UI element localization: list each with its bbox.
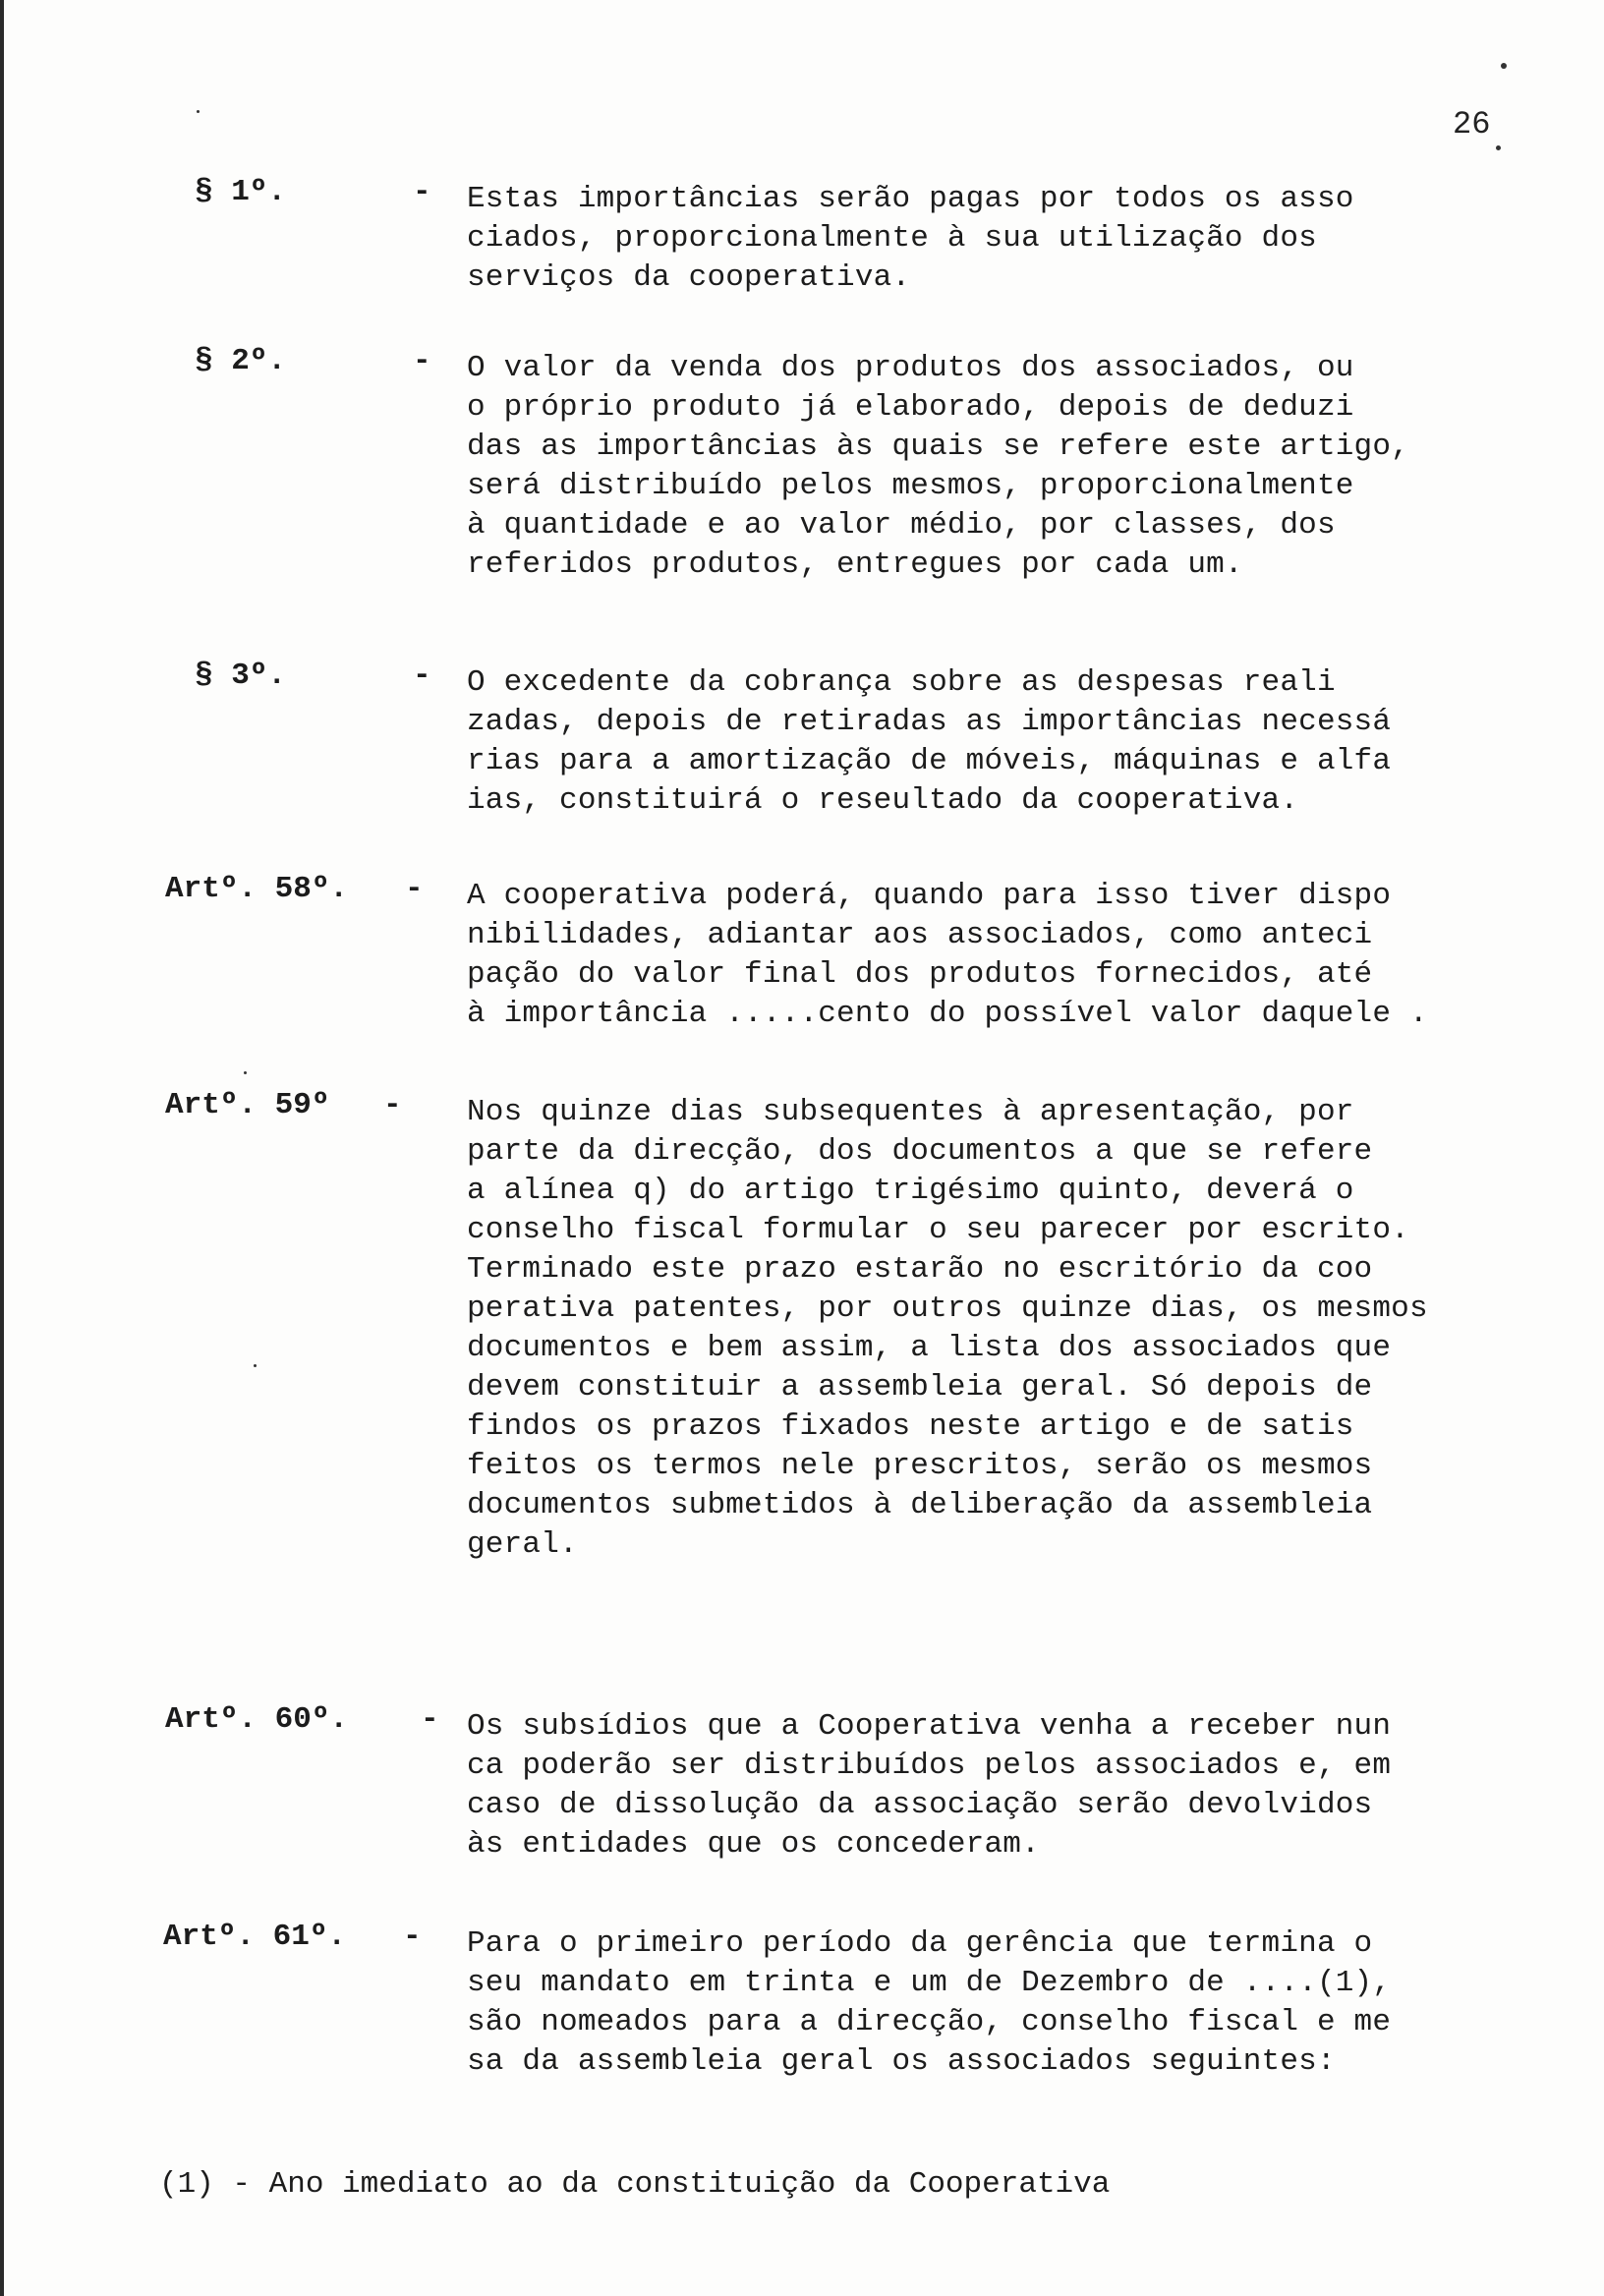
text-line: feitos os termos nele prescritos, serão os mesmos <box>467 1449 1373 1483</box>
page-number: 26 <box>1453 106 1491 143</box>
entry-label: § 2º. <box>195 344 287 378</box>
text-line: pação do valor final dos produtos fornecidos, até <box>467 957 1373 992</box>
entry-dash: - <box>383 1088 402 1122</box>
entry-body <box>467 1088 1479 1570</box>
entry-body <box>467 1702 1479 1869</box>
footnote: (1) - Ano imediato ao da constituição da Cooperativa <box>159 2167 1111 2202</box>
text-line: sa da assembleia geral os associados seguintes: <box>467 2044 1336 2079</box>
entry-dash: - <box>413 659 431 693</box>
scan-left-edge <box>0 0 4 2296</box>
scan-speck <box>1496 145 1501 150</box>
text-line: à importância .....cento do possível valor daquele . <box>467 997 1428 1031</box>
text-line: nibilidades, adiantar aos associados, como anteci <box>467 918 1373 952</box>
scan-speck <box>1501 63 1507 69</box>
text-line: serviços da cooperativa. <box>467 260 911 295</box>
scan-speck <box>244 1071 247 1074</box>
entry-dash: - <box>405 872 424 906</box>
text-line: geral. <box>467 1527 578 1562</box>
text-line: ca poderão ser distribuídos pelos associados e, em <box>467 1749 1392 1783</box>
entry-body <box>467 175 1479 303</box>
text-line: ias, constituirá o reseultado da cooperativa. <box>467 783 1299 818</box>
entry-label: Artº. 60º. <box>165 1702 349 1737</box>
text-line: caso de dissolução da associação serão devolvidos <box>467 1788 1373 1822</box>
text-line: parte da direcção, dos documentos a que se refere <box>467 1134 1373 1169</box>
entry-dash: - <box>413 344 431 378</box>
text-line: Terminado este prazo estarão no escritório da coo <box>467 1252 1373 1287</box>
text-line: à quantidade e ao valor médio, por classes, dos <box>467 508 1336 543</box>
text-line: ciados, proporcionalmente à sua utilização dos <box>467 221 1317 256</box>
text-line: seu mandato em trinta e um de Dezembro de ....(1), <box>467 1966 1392 2000</box>
entry-label: Artº. 61º. <box>163 1920 347 1954</box>
text-line: conselho fiscal formular o seu parecer por escrito. <box>467 1213 1409 1247</box>
scan-speck <box>254 1364 257 1367</box>
entry-body <box>467 872 1479 1039</box>
text-line: zadas, depois de retiradas as importâncias necessá <box>467 705 1392 739</box>
entry-body <box>467 659 1479 826</box>
text-line: será distribuído pelos mesmos, proporcionalmente <box>467 469 1354 503</box>
entry-body <box>467 344 1479 590</box>
entry-dash: - <box>413 175 431 209</box>
text-line: perativa patentes, por outros quinze dias, os mesmos <box>467 1292 1428 1326</box>
entry-dash: - <box>403 1920 422 1954</box>
entry-label: § 3º. <box>195 659 287 693</box>
text-line: a alínea q) do artigo trigésimo quinto, deverá o <box>467 1174 1354 1208</box>
text-line: o próprio produto já elaborado, depois de deduzi <box>467 390 1354 425</box>
text-line: Nos quinze dias subsequentes à apresentação, por <box>467 1095 1354 1129</box>
text-line: às entidades que os concederam. <box>467 1827 1040 1862</box>
text-line: devem constituir a assembleia geral. Só depois de <box>467 1370 1373 1405</box>
text-line: são nomeados para a direcção, conselho fiscal e me <box>467 2005 1392 2039</box>
text-line: O excedente da cobrança sobre as despesas reali <box>467 665 1336 700</box>
text-line: Estas importâncias serão pagas por todos os asso <box>467 182 1354 216</box>
entry-label: Artº. 59º <box>165 1088 330 1122</box>
text-line: Os subsídios que a Cooperativa venha a receber nun <box>467 1709 1392 1744</box>
entry-label: § 1º. <box>195 175 287 209</box>
text-line: O valor da venda dos produtos dos associados, ou <box>467 351 1354 385</box>
text-line: documentos e bem assim, a lista dos associados que <box>467 1331 1392 1365</box>
scan-speck <box>197 110 200 113</box>
text-line: A cooperativa poderá, quando para isso tiver dispo <box>467 879 1392 913</box>
text-line: referidos produtos, entregues por cada um. <box>467 547 1243 582</box>
text-line: documentos submetidos à deliberação da assembleia <box>467 1488 1373 1522</box>
text-line: das as importâncias às quais se refere este artigo, <box>467 430 1409 464</box>
text-line: rias para a amortização de móveis, máquinas e alfa <box>467 744 1392 778</box>
entry-label: Artº. 58º. <box>165 872 349 906</box>
entry-body <box>467 1920 1479 2087</box>
text-line: findos os prazos fixados neste artigo e de satis <box>467 1409 1354 1444</box>
text-line: Para o primeiro período da gerência que termina o <box>467 1926 1373 1961</box>
entry-dash: - <box>421 1702 439 1737</box>
